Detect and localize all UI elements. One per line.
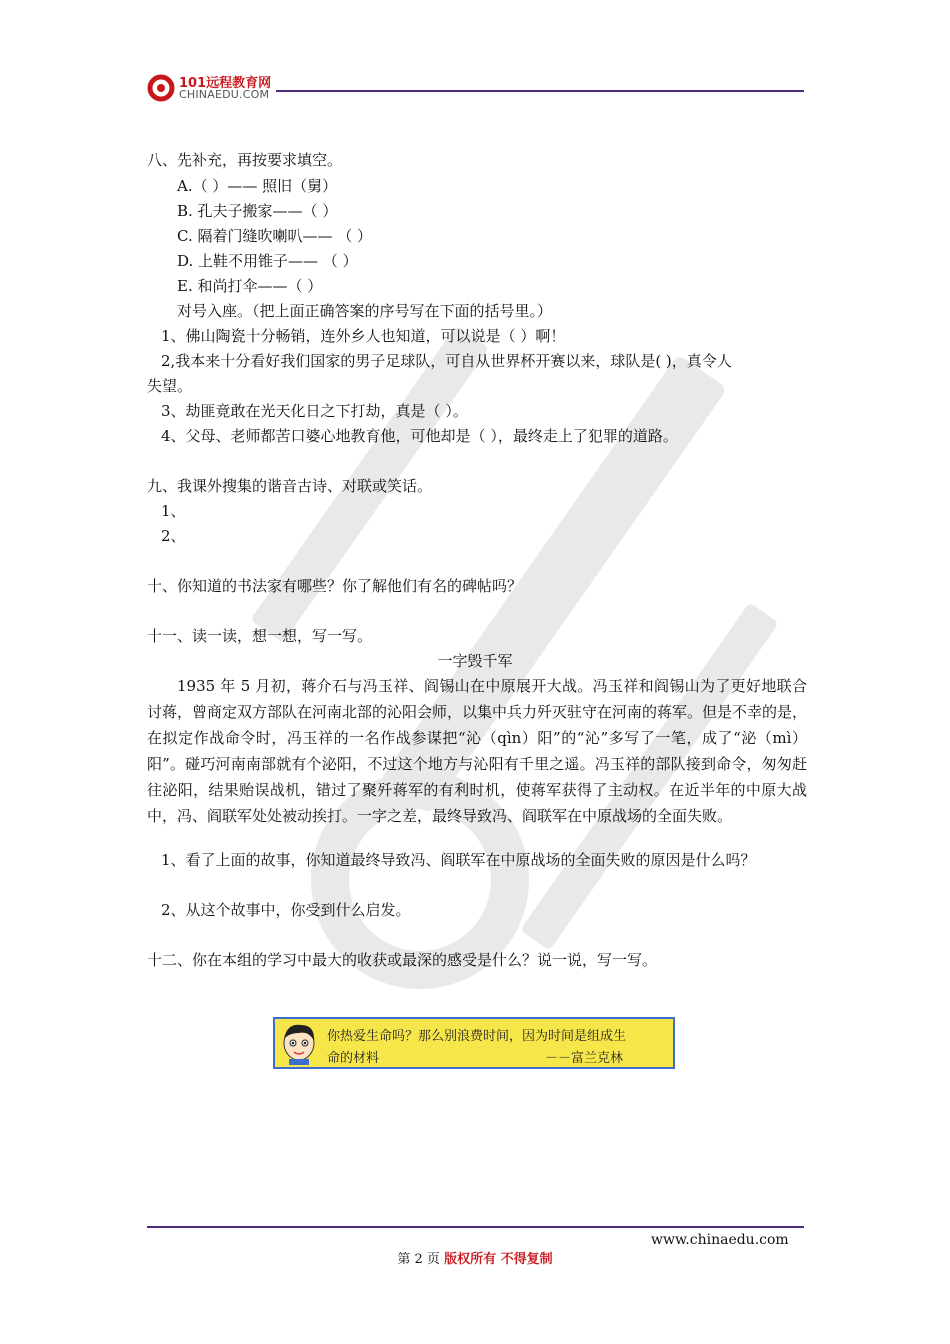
footer-url-link[interactable]: www.chinaedu.com (651, 1232, 789, 1248)
section9-item-2: 2、 (161, 527, 186, 545)
section12-title: 十二、你在本组的学习中最大的收获或最深的感受是什么？说一说，写一写。 (147, 951, 658, 969)
logo-title: 101远程教育网 (179, 76, 272, 91)
section8-question-2-cont: 失望。 (147, 377, 193, 395)
footer-page-info (0, 1248, 950, 1267)
story-title: 一字毁千军 (437, 652, 513, 670)
section8-title: 八、先补充，再按要求填空。 (147, 151, 343, 169)
copyright-notice: 版权所有 不得复制 (444, 1252, 553, 1267)
section11-question-2: 2、从这个故事中，你受到什么启发。 (161, 901, 411, 919)
cartoon-boy-icon (279, 1021, 319, 1065)
section9-item-1: 1、 (161, 502, 186, 520)
section8-question-1: 1、佛山陶瓷十分畅销，连外乡人也知道，可以说是（ ）啊！ (161, 327, 566, 345)
section8-question-4: 4、父母、老师都苦口婆心地教育他，可他却是（ ），最终走上了犯罪的道路。 (161, 427, 678, 445)
quote-line-2: 命的材料 (327, 1051, 380, 1066)
section10-title: 十、你知道的书法家有哪些？你了解他们有名的碑帖吗？ (147, 577, 523, 595)
section8-item-e: E. 和尚打伞——（ ） (177, 277, 323, 295)
section9-title: 九、我课外搜集的谐音古诗、对联或笑话。 (147, 477, 433, 495)
header-rule (276, 90, 804, 92)
section8-item-c: C. 隔着门缝吹喇叭—— （ ） (177, 227, 373, 245)
section8-item-d: D. 上鞋不用锥子—— （ ） (177, 252, 358, 270)
logo-subtitle: CHINAEDU.COM (179, 88, 270, 101)
section8-instruction: 对号入座。（把上面正确答案的序号写在下面的括号里。） (177, 302, 553, 320)
logo-ring-icon (147, 74, 175, 102)
quote-line-1: 你热爱生命吗？那么别浪费时间，因为时间是组成生 (327, 1029, 627, 1044)
section11-title: 十一、读一读，想一想，写一写。 (147, 627, 373, 645)
section8-question-3: 3、劫匪竟敢在光天化日之下打劫，真是（ ）。 (161, 402, 468, 420)
page-number: 第 2 页 (397, 1252, 440, 1267)
section8-question-2: 2,我本来十分看好我们国家的男子足球队，可自从世界杯开赛以来，球队是( )，真令人 (161, 352, 732, 370)
site-logo[interactable] (147, 72, 277, 106)
footer-rule (147, 1226, 804, 1228)
section8-item-b: B. 孔夫子搬家——（ ） (177, 202, 338, 220)
quote-banner (273, 1017, 675, 1069)
section11-question-1: 1、看了上面的故事，你知道最终导致冯、阎联军在中原战场的全面失败的原因是什么吗？ (161, 851, 756, 869)
quote-author: －－富兰克林 (545, 1051, 624, 1066)
story-body: 1935 年 5 月初，蒋介石与冯玉祥、阎锡山在中原展开大战。冯玉祥和阎锡山为了更好地联合讨蒋，曾商定双方部队在河南北部的沁阳会师，以集中兵力歼灭驻守在河南的蒋军。但是不幸的是，在拟定作战命令时，冯玉祥的一名作战参谋把“沁（qìn）阳”的“沁”多写了一笔，成了“泌（mì）阳”。碰巧河南南部就有个泌阳，不过这个地方与沁阳有千里之遥。冯玉祥的部队接到命令，匆匆赶往泌阳，结果贻误战机，错过了聚歼蒋军的有利时机，使蒋军获得了主动权。在近半年的中原大战中，冯、阎联军处处被动挨打。一字之差，最终导致冯、阎联军在中原战场的全面失败。 (147, 677, 808, 825)
section8-item-a: A.（ ）—— 照旧（舅） (177, 177, 338, 195)
